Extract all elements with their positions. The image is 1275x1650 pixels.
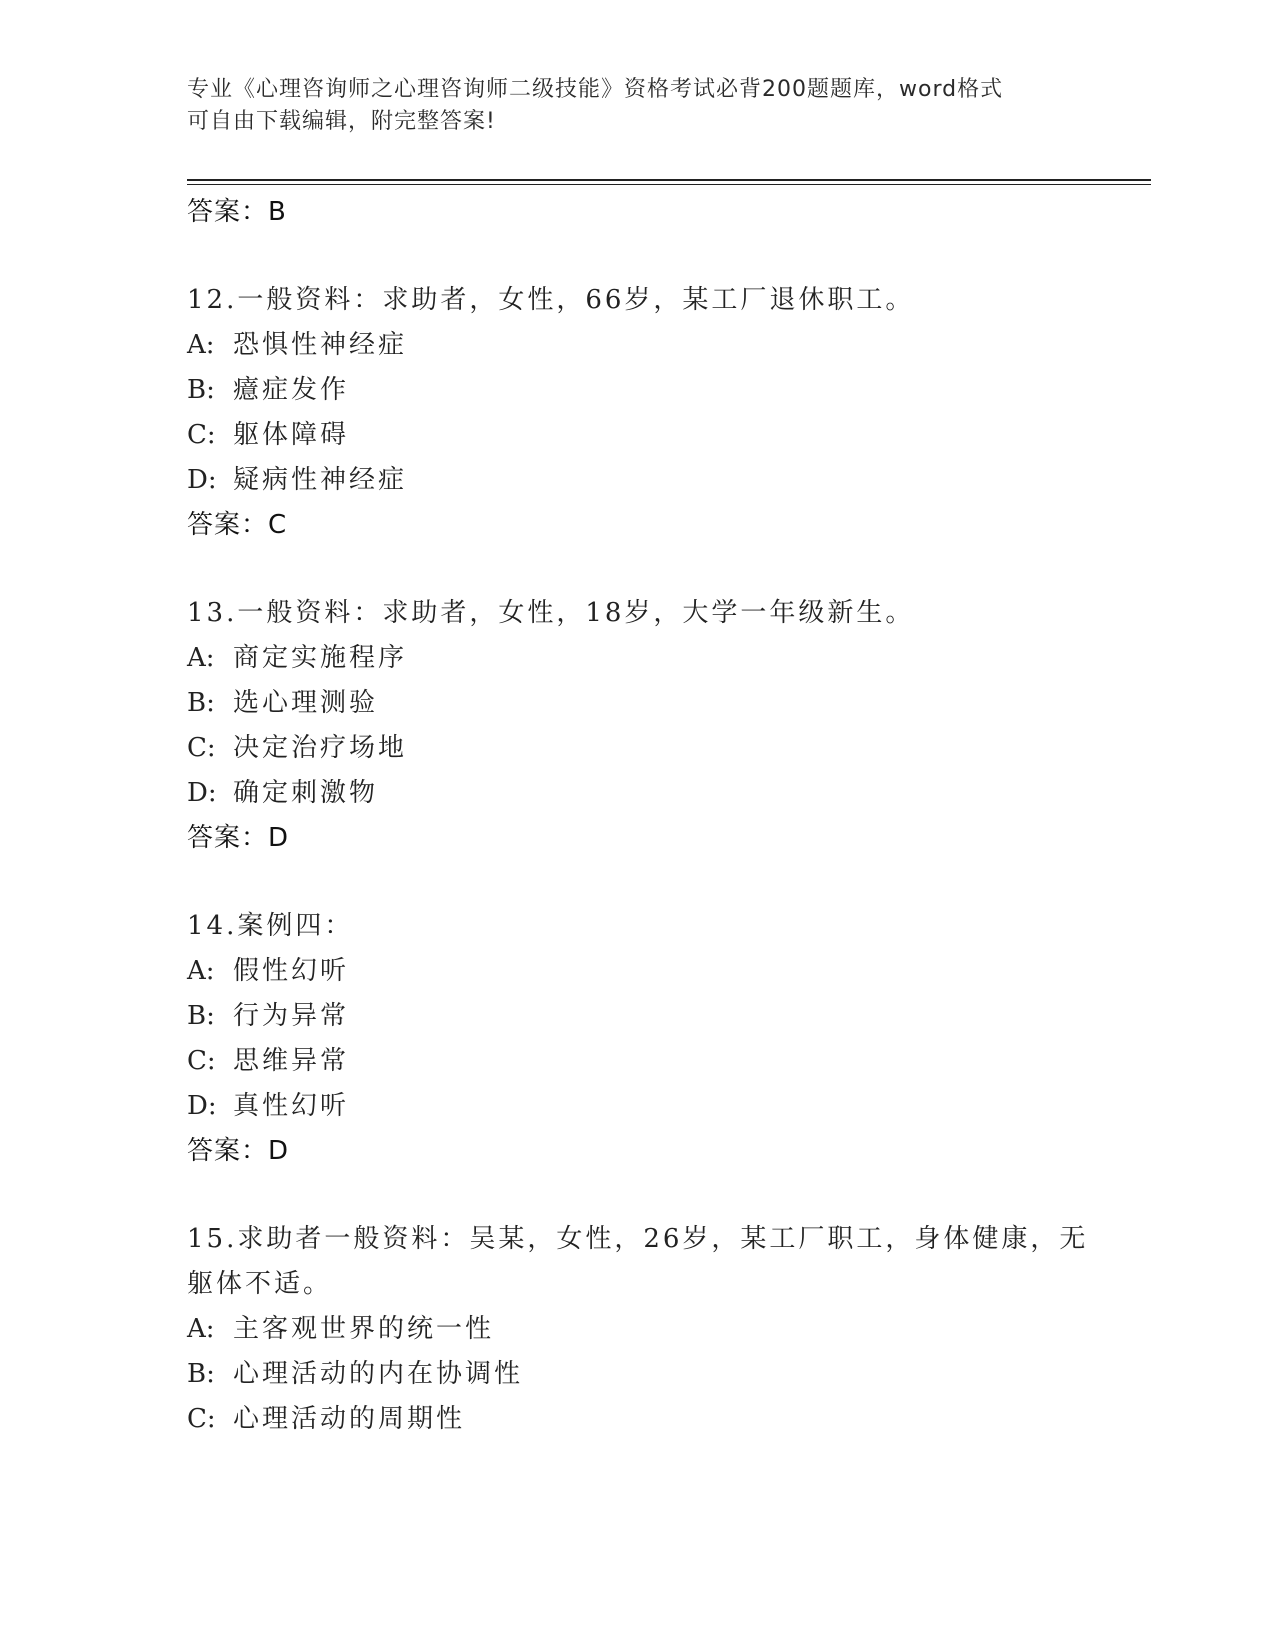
option-text: 心理活动的内在协调性	[233, 1359, 524, 1389]
answer-line: 答案：C	[187, 510, 288, 540]
question-line: 12.一般资料：求助者，女性，66岁，某工厂退休职工。	[187, 285, 915, 315]
option-d	[187, 771, 1087, 816]
option-b	[187, 681, 1087, 726]
option-letter: A:	[187, 956, 215, 986]
option-letter: B:	[187, 688, 215, 718]
option-c	[187, 1039, 1087, 1084]
question-line: 15.求助者一般资料：吴某，女性，26岁，某工厂职工，身体健康，无	[187, 1224, 1089, 1254]
document-body	[187, 190, 1087, 1442]
option-text: 恐惧性神经症	[233, 330, 408, 360]
answer-line: 答案：B	[187, 197, 287, 227]
option-d	[187, 1084, 1087, 1129]
option-a	[187, 323, 1087, 368]
option-text: 选心理测验	[233, 688, 379, 718]
option-letter: B:	[187, 1359, 215, 1389]
question-line: 13.一般资料：求助者，女性，18岁，大学一年级新生。	[187, 598, 915, 628]
header-line-1: 专业《心理咨询师之心理咨询师二级技能》资格考试必背200题题库，word格式	[187, 77, 1004, 102]
option-letter: C:	[187, 420, 216, 450]
option-b	[187, 1352, 1087, 1397]
question-block	[187, 1217, 1087, 1442]
option-text: 真性幻听	[233, 1091, 350, 1121]
question-line: 14.案例四：	[187, 911, 354, 941]
option-c	[187, 726, 1087, 771]
option-text: 思维异常	[233, 1046, 350, 1076]
document-header	[187, 74, 1067, 138]
option-a	[187, 1307, 1087, 1352]
question-line: 躯体不适。	[187, 1269, 333, 1299]
question-block	[187, 904, 1087, 1173]
option-text: 主客观世界的统一性	[233, 1314, 495, 1344]
option-text: 行为异常	[233, 1001, 350, 1031]
option-letter: D:	[187, 1091, 217, 1121]
option-letter: C:	[187, 1404, 216, 1434]
answer-line: 答案：D	[187, 1136, 290, 1166]
option-text: 决定治疗场地	[233, 733, 408, 763]
option-letter: D:	[187, 465, 217, 495]
option-b	[187, 368, 1087, 413]
option-letter: A:	[187, 330, 215, 360]
option-d	[187, 458, 1087, 503]
option-letter: B:	[187, 375, 215, 405]
option-text: 癔症发作	[233, 375, 350, 405]
option-c	[187, 413, 1087, 458]
header-line-2: 可自由下载编辑，附完整答案!	[187, 109, 496, 134]
option-text: 疑病性神经症	[233, 465, 408, 495]
option-text: 确定刺激物	[233, 778, 379, 808]
option-text: 商定实施程序	[233, 643, 408, 673]
question-block	[187, 591, 1087, 860]
option-text: 假性幻听	[233, 956, 350, 986]
option-letter: A:	[187, 643, 215, 673]
option-a	[187, 949, 1087, 994]
header-divider-thick	[187, 179, 1151, 181]
option-text: 躯体障碍	[233, 420, 350, 450]
option-c	[187, 1397, 1087, 1442]
option-letter: B:	[187, 1001, 215, 1031]
option-letter: A:	[187, 1314, 215, 1344]
header-divider-thin	[187, 184, 1151, 185]
option-letter: C:	[187, 1046, 216, 1076]
question-block	[187, 278, 1087, 547]
option-letter: D:	[187, 778, 217, 808]
answer-line: 答案：D	[187, 823, 290, 853]
option-text: 心理活动的周期性	[233, 1404, 466, 1434]
question-text	[187, 278, 1087, 323]
question-text	[187, 591, 1087, 636]
question-text	[187, 904, 1087, 949]
option-a	[187, 636, 1087, 681]
question-text	[187, 1217, 1087, 1307]
option-b	[187, 994, 1087, 1039]
option-letter: C:	[187, 733, 216, 763]
